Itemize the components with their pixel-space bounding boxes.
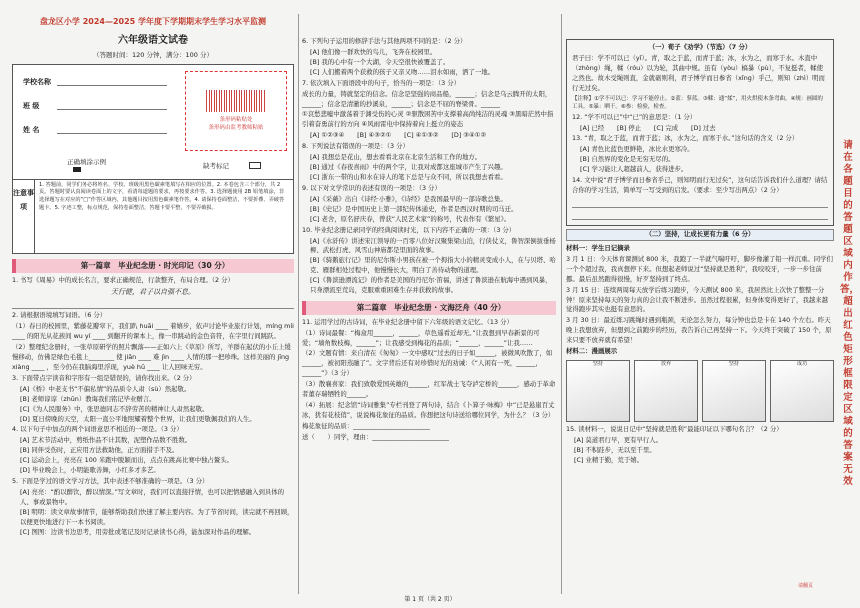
- question-1: 1. 书写《周易》中的成长名言，要求正确规范，行款整齐，布局合理。（2 分）: [12, 275, 234, 284]
- comic-panel: 成功: [770, 360, 834, 422]
- question-5: 5. 下面是学过的语文学习方法，其中表述不够准确的一项是。（3 分）: [12, 477, 209, 486]
- question-8: 8. 下列说法有错误的一项是：（3 分）: [302, 142, 409, 151]
- option[interactable]: [C]《鲁滨逊漂流记》的作者是美国的丹尼尔·笛福，讲述了鲁滨逊在航海中遇到风暴，只身漂流至荒岛，克服重重困难生存并获救的故事。: [310, 276, 552, 295]
- question-15: 15. 读材料一，说说日记中“坚持就是胜利”最能印证以下哪句名言？（2 分）: [566, 425, 783, 434]
- option[interactable]: [B]《史记》是中国历史上第一部纪传体通史，作者是西汉时期的司马迁。: [310, 204, 518, 213]
- option[interactable]: [A]《桥》中老支书“不偏私情”的品质令人肃（sù）然起敬。: [20, 384, 191, 393]
- question-4: 4. 以下句子中加点的两个词语意思不相近的一项是。（3 分）: [12, 425, 183, 434]
- reading-box-1: [566, 39, 834, 226]
- material-2-title: 材料二：漫画展示: [566, 347, 618, 356]
- section-2-title: 第二篇章 毕业纪念册 · 文海泛舟（40 分）: [302, 301, 556, 315]
- option[interactable]: [A]《采薇》出自《诗经·小雅》，《诗经》是我国最早的一部诗歌总集。: [310, 194, 507, 203]
- class-field[interactable]: [57, 109, 167, 110]
- option[interactable]: [A] 已经 [B] 停止 [C] 完成 [D] 过去: [580, 123, 716, 132]
- option[interactable]: [B] 同伴受伤时，正应用方法救助他，正方面措手不及。: [20, 446, 179, 455]
- question-7: 7. 依次填入下面语段中的句子，恰当的一项是：（3 分）: [302, 78, 461, 87]
- question-12: 12. “学不可以已”中“已”的意思是：（1 分）: [572, 112, 697, 121]
- exam-title: 六年级语文试卷: [118, 35, 188, 47]
- option[interactable]: [C] 运动会上，亮亮在 100 米跑中脱颖而出，点点在跳高比赛中独占鳌头。: [20, 456, 234, 465]
- comic-panel: 坚持: [566, 360, 630, 422]
- option[interactable]: [A] 亮亮：“酌以醉饮，醉以情深。”写文章时，我们可以直接抒情，也可以把情感融入到具体的人、事或景物中。: [20, 488, 285, 506]
- section-1-title: 第一篇章 毕业纪念册 · 时光印记（30 分）: [12, 259, 294, 273]
- question-11-c: （3）散襄喜家：我们致敬爱国英雄的______，红军战士飞夺泸定桥的______，感动于革命者董存瑞牺牲的______。: [302, 380, 556, 399]
- question-10: 10. 毕业纪念册记录同学的经典阅读时光，以下内容不正确的一项：（3 分）: [302, 225, 516, 234]
- diary-entry-1: 3 月 1 日：今天体育课测试 800 米，我跑了一半就气喘吁吁，脚步像灌了铅一样沉重。同学们一个个超过我，我真想停下来。但想起老师说过“坚持就是胜利”，我咬咬牙，一步一步往前挪。最后虽然跑得很慢，好歹坚持到了终点。: [566, 254, 833, 283]
- column-divider: [298, 14, 299, 594]
- barcode-area: [185, 71, 287, 151]
- option[interactable]: [A] 艺术节活动中，剪纸作品不计其数，泥塑作品数不胜数。: [20, 436, 192, 445]
- option[interactable]: [A]《水浒传》讲述宋江领导的一百零八位好汉聚集梁山泊，行侠仗义，鲁智深倒拔垂杨柳、武松打虎、风雪山神庙都是里面的故事。: [310, 236, 556, 255]
- fill-sample-label: 正确填涂示例: [67, 157, 106, 166]
- question-11-f[interactable]: 送（ ）同学，理由：________________________: [302, 432, 449, 441]
- notes-text: 1. 答题前，同学们务必将姓名、学校、班级用黑色碳素笔填写在相应的位置。2. 本卷包含三个部分，共 2 页。答题时要认真阅读卷面上的文字，看清每道题的要求，再按要求作答。3. 选择题使用 2B 铅笔填涂，非选择题写在对应的“□”作答区域内，其他题目按用黑色碳素笔作答。4. 请保持卷面整洁，不要折叠、弄破答题卡。5. 字迹工整，标点规范，保持卷面整洁，答题卡要平整，不要弄破损。: [39, 181, 285, 211]
- column-left: [12, 14, 294, 538]
- option[interactable]: [C] 图图：边读书边思考，用旁批或笔记及时记录读书心得，能加深对作品的理解。: [20, 527, 256, 536]
- option[interactable]: [C] 学习能让人超越前人，获得进步。: [580, 165, 688, 174]
- question-13: 13. “青，取之于蓝，而青于蓝；冰，水为之，而寒于水。”这句话的含义（2 分）: [572, 134, 799, 143]
- barcode-icon: [206, 90, 266, 112]
- name-field[interactable]: [57, 133, 167, 134]
- page-footer: 第 1 页（共 2 页）: [404, 596, 456, 603]
- option[interactable]: [D] 毕业晚会上，小明能歌善舞，小红多才多艺。: [20, 466, 160, 475]
- option[interactable]: [B] 不积跬步，无以至千里。: [574, 445, 656, 454]
- passage-notes: 【注释】①学不可以已：学习不能停止。②蓝：蓼蓝。③輮：通“煣”，用火烘使木条弯曲。④规：画圆的工具。⑤暴：晒干。⑥参：检验，检查。: [572, 95, 823, 111]
- column-middle: [302, 36, 556, 444]
- barcode-hint: 条形码粘贴处: [219, 116, 253, 123]
- option[interactable]: [C] 业精于勤，荒于嬉。: [574, 455, 643, 464]
- notes-label: 注意事项: [13, 180, 35, 254]
- option[interactable]: [B]《骑鹅旅行记》里的尼尔斯小男孩在被一个拇指大小的精灵变成小人，在与贝塔、哈克、雁群相处过程中，他慢慢长大，明白了善待动物的道理。: [310, 256, 556, 275]
- answer-line[interactable]: [12, 299, 294, 309]
- name-label: 姓 名: [23, 125, 40, 134]
- absent-mark-label: 缺考标记: [203, 161, 229, 170]
- comic-panel: 放弃: [634, 360, 698, 422]
- question-11-b: （2）文题有情：来自清在《匆匆》一文中感叹“过去的日子如______，被微风吹散了，如______，被初阳蒸融了”。文字背后还有对珍惜时光的劝诫：《“人闲有一死，______，______”》（3 分）: [302, 349, 553, 378]
- exam-time: （答题时间：120 分钟，满分：100 分）: [93, 50, 213, 59]
- subsection-2-title: （二）坚持，让成长更有力量（6 分）: [566, 229, 834, 241]
- option[interactable]: [A] 青色比蓝色更鲜艳，冰比水更寒冷。: [580, 145, 694, 154]
- side-warning: 请在各题目的答题区域内作答，超出红色矩形框限定区域的答案无效: [840, 140, 860, 487]
- option[interactable]: [B] 明明：读文章故事情节，能够帮助我们快速了解主要内容。为了节省时间，读完就不再回顾，以便更快地进行下一本书阅读。: [20, 507, 294, 526]
- option[interactable]: [C] 人们搬着两个获救的孩子又亲又吻……泪水如雨，洒了一地。: [310, 67, 495, 76]
- question-11-d: （4）拓展：纪念馆“诗词雅集”专栏刊登了两句诗，结合《卜算子·咏梅》中“已是悬崖百丈冰，犹有花枝俏”，说说梅花象征的品质。你想把这句诗送给哪位同学，为什么？（3 分）: [302, 401, 555, 419]
- option[interactable]: [B] 我的心中有一个大湖，令天空很快被覆盖了。: [310, 57, 450, 66]
- column-divider: [561, 14, 562, 594]
- student-info-box: [12, 64, 294, 254]
- option[interactable]: [C] 浙东一带的山和水在诗人的笔下总是与众不同，所以我想去看看。: [310, 172, 507, 181]
- school-name-field[interactable]: [57, 85, 167, 86]
- question-1-quote: 天行健，君子以自强不息。: [111, 287, 195, 296]
- answer-line[interactable]: [572, 210, 828, 220]
- option[interactable]: [B] 通过《春夜喜雨》中的两个字，让我对成都这座城市产生了兴趣。: [310, 163, 507, 172]
- question-2: 2. 请根据语境填写词语。（6 分）: [12, 311, 107, 320]
- option[interactable]: [A] 他们像一群欢快的鸟儿，飞奔在校园里。: [310, 47, 437, 56]
- comic-strip: [566, 360, 834, 422]
- column-right: [566, 36, 834, 466]
- material-1-title: 材料一：学生日记摘录: [566, 243, 630, 252]
- fill-sample-icon: [73, 167, 81, 172]
- option[interactable]: [B] 自然界的变化是无穷无尽的。: [580, 155, 675, 164]
- diary-entry-2: 3 月 15 日：连续两周每天放学后练习跑步，今天测试 800 米，我居然比上次快了整整一分钟！原来坚持每天的努力真的会让我不断进步。虽然过程很累，但身体变得更好了，我越来越觉得跑步其实也挺有意思的。: [566, 285, 829, 314]
- absent-mark-box[interactable]: [249, 162, 261, 169]
- question-11: 11. 运用学过的古诗词，在毕业纪念册中留下六年级的语文记忆。（13 分）: [302, 317, 513, 326]
- classical-passage: 君子曰：学不可以已（yǐ）。青，取之于蓝，而青于蓝；冰，水为之，而寒于水。木直中（zhòng）绳，輮（róu）以为轮，其曲中规。虽有（yòu）槁暴（pù），不复挺者，輮使之然也。故木受绳则直，金就砺则利，君子博学而日参省（xǐng）乎己，则知（zhì）明而行无过矣。: [572, 53, 825, 92]
- diary-entry-3: 3 月 30 日：最近练习跳绳时遇到瓶颈，无论怎么努力，每分钟也总是卡在 140 个左右。昨天晚上我想放弃，但想到之前跑步的经历，我告诉自己再坚持一下。今天终于突破了 150 个，原来只要不放弃就有希望！: [566, 316, 832, 345]
- notes-area: [13, 179, 293, 254]
- option[interactable]: [A] 莫道君行早，更有早行人。: [574, 436, 663, 444]
- question-14: 14. 文中说“君子博学而日参省乎己，则知明而行无过矣”，这句话告诉我们什么道理？请结合你的学习生活，简单写一写受到的启发。（要求：至少写出两点）（2 分）: [572, 176, 828, 195]
- question-2-a: （1）春日的校园里，紫藤花瓣窣下，我们趴 huāi ____ 着嬉步，依声讨论毕业旅行计划，míng míi ____ 的阳光从花蔟间 wu yí ____ 到翻开的课本上，像一串跳动的金色音符，在字里行间跳跃。: [12, 322, 294, 341]
- subsection-1-title: （一）荀子《劝学》（节选）（7 分）: [648, 43, 752, 51]
- class-label: 班 级: [23, 101, 40, 110]
- question-11-a: （1）诗词最餐：“梅盒用______，______，草色遥看近却无。”让我想到早春新景的可爱；“墙角数枝梅，______”；让我感受到梅花的品质；“______，______”让我……: [302, 328, 540, 347]
- question-7-items: ①哀愁悲嘘中激荡着于渊受伤的心灵 ②驱散困苦中支撑着高尚纯洁的灵魂 ③黑暗茫然中指引着奋勇前行的方向 ④风雨雷电中保持着向上挺立的姿态: [302, 110, 554, 129]
- school-header: 盘龙区小学 2024—2025 学年度下学期期末学生学习水平监测: [39, 17, 267, 26]
- option[interactable]: [C] 老舍，原名舒庆春，曾获“人民艺术家”的称号，代表作有《繁星》。: [310, 214, 511, 223]
- comic-panel: 坚持: [702, 360, 766, 422]
- option[interactable]: [D] 夏日傍晚的天空，太阳一直公平地照耀着整个世界，让我们更敬佩我们的人生。: [20, 414, 256, 423]
- question-2-b: （2）整理纪念册时，一张草原研学的照片飘落——正如六上《草原》所写，羊群在起伏的小丘上缓慢移动，仿佛是绿色毛毯上________ 使 jiān ____ 难 jìn ____ 人情的那一把珍珠。这样美丽的 jīng xiàng ____ ，至今仍在我脑海里浮现，yuè hū ____ 让人回味无穷。: [12, 343, 291, 371]
- option[interactable]: [A] 我想总是花山，想去看看北京在北京生活和工作的地方。: [310, 153, 482, 162]
- question-11-e[interactable]: 梅花象征的品质：________________________: [302, 421, 430, 430]
- question-9: 9. 以下对文学常识的表述有误的一项是：（3 分）: [302, 183, 441, 192]
- option[interactable]: [B] 老师谆谆（zhūn）教诲我们铭记毕业赠言。: [20, 394, 156, 403]
- school-name-label: 学校名称: [23, 77, 51, 86]
- option[interactable]: [A] ①②③④ [B] ④③②① [C] ④①③② [D] ③④①②: [310, 131, 487, 140]
- question-6: 6. 下列句子运用的修辞手法与其他两项不同的是：（2 分）: [302, 37, 467, 45]
- option[interactable]: [C]《为人民服务》中，张思德同志不辞劳苦的精神让人肃然起敬。: [20, 404, 209, 413]
- turn-page-note: 请翻页: [798, 583, 814, 589]
- question-3: 3. 下面带点字读音和字形有一组是错误的，请你找出来。（2 分）: [12, 373, 196, 382]
- answer-line[interactable]: [572, 198, 828, 208]
- question-7-text: 成长的力量，铸就坚定的信念。信念是坚强的商品船，______；信念是乌云腾开的太阳，______；信念是清澈的抄溪泉，______；信念是不屈的脊梁骨。______: [302, 89, 552, 108]
- barcode-note: 条形码由监考教师粘贴: [208, 125, 264, 132]
